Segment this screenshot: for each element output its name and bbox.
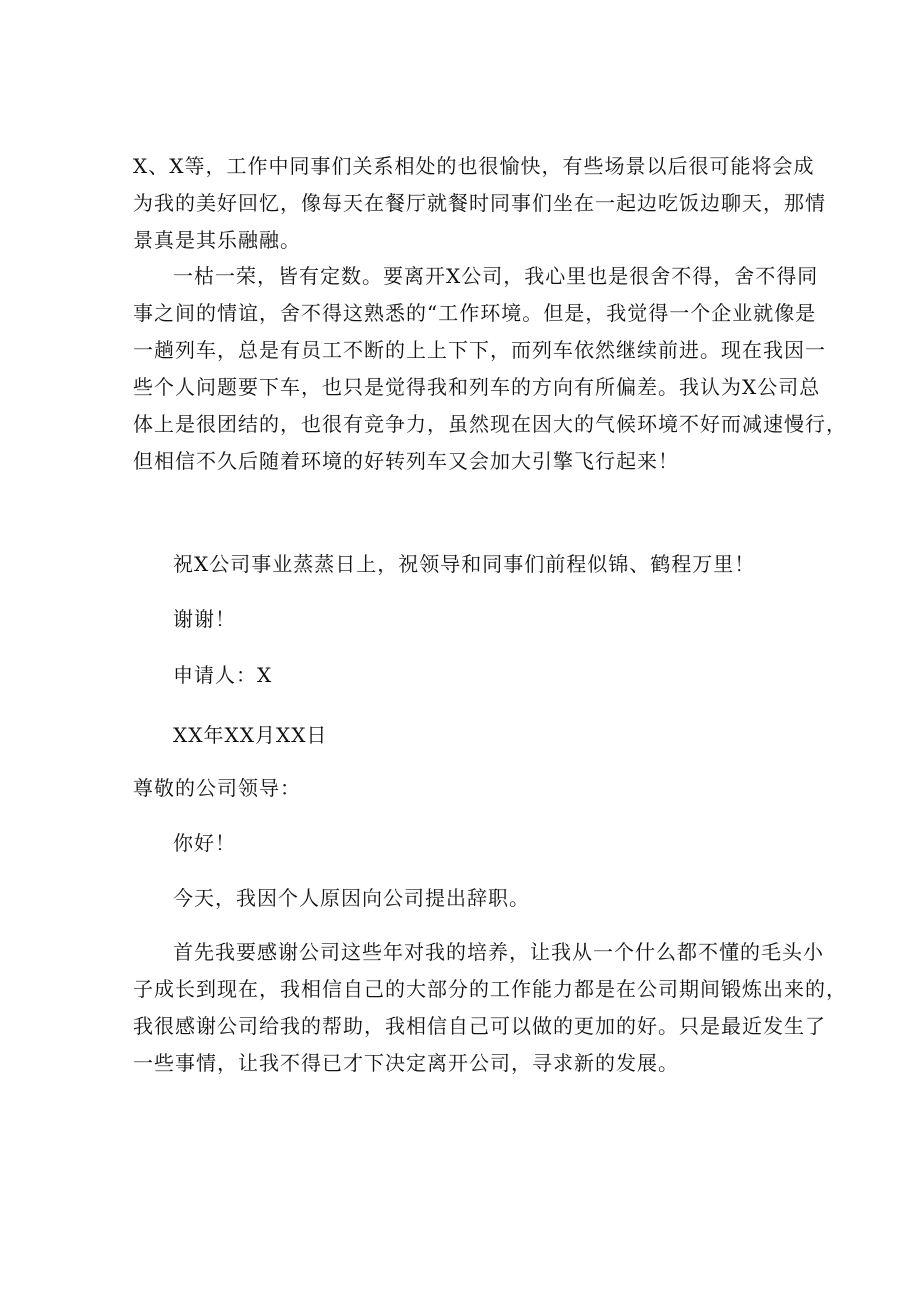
applicant-text: 申请人：X	[173, 663, 273, 687]
paragraph-line: 体上是很团结的，也很有竞争力，虽然现在因大的气候环境不好而减速慢行，	[133, 412, 847, 436]
date-text: XX年XX月XX日	[173, 723, 328, 747]
applicant-line	[133, 657, 797, 694]
paragraph-line: 但相信不久后随着环境的好转列车又会加大引擎飞行起来！	[133, 449, 679, 473]
paragraph-colleagues	[133, 148, 826, 259]
paragraph-line: 为我的美好回忆，像每天在餐厅就餐时同事们坐在一起边吃饭边聊天，那情	[133, 191, 826, 215]
paragraph-line: 一趟列车，总是有员工不断的上上下下，而列车依然继续前进。现在我因一	[133, 338, 826, 362]
thanks-line	[133, 601, 797, 638]
salutation-text: 尊敬的公司领导：	[133, 776, 301, 800]
paragraph-line: 一些事情，让我不得已才下决定离开公司，寻求新的发展。	[133, 1051, 679, 1075]
wish-text: 祝X公司事业蒸蒸日上，祝领导和同事们前程似锦、鹤程万里！	[173, 552, 756, 576]
paragraph-line: X、X等，工作中同事们关系相处的也很愉快，有些场景以后很可能将会成	[133, 154, 815, 178]
paragraph-line: 一枯一荣，皆有定数。要离开X公司，我心里也是很舍不得，舍不得同	[173, 264, 819, 288]
thanks-text: 谢谢！	[173, 607, 236, 631]
paragraph-line: 子成长到现在，我相信自己的大部分的工作能力都是在公司期间锻炼出来的，	[133, 977, 847, 1001]
date-line	[133, 717, 797, 754]
wish-line	[133, 546, 797, 583]
statement-line	[133, 880, 797, 917]
paragraph-line: 事之间的情谊，舍不得这熟悉的“工作环境。但是，我觉得一个企业就像是	[133, 301, 817, 325]
paragraph-line: 些个人问题要下车，也只是觉得我和列车的方向有所偏差。我认为X公司总	[133, 375, 821, 399]
greeting-text: 你好！	[173, 831, 236, 855]
paragraph-line: 景真是其乐融融。	[133, 228, 301, 252]
paragraph-line: 我很感谢公司给我的帮助，我相信自己可以做的更加的好。只是最近发生了	[133, 1014, 826, 1038]
salutation-line	[133, 770, 797, 807]
paragraph-line: 首先我要感谢公司这些年对我的培养，让我从一个什么都不懂的毛头小	[173, 940, 824, 964]
statement-text: 今天，我因个人原因向公司提出辞职。	[173, 886, 530, 910]
paragraph-leaving	[133, 258, 847, 480]
greeting-line	[133, 825, 797, 862]
paragraph-gratitude	[133, 934, 847, 1082]
